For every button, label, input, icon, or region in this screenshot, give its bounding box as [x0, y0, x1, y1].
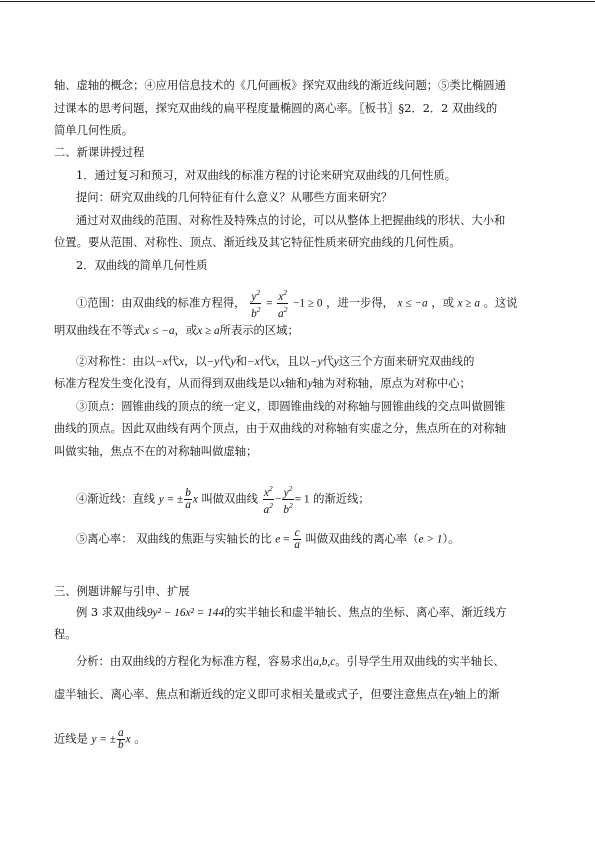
- analysis-line: 近线是 y = ± $\frac{a}{b}$ x 。: [54, 727, 146, 751]
- paragraph-line: 叫做实轴，焦点不在的对称轴叫做虚轴；: [54, 445, 258, 458]
- paragraph-line: 通过对双曲线的范围、对称性及特殊点的讨论，可以从整体上把握曲线的形状、大小和: [76, 214, 506, 227]
- header-rule: [0, 1, 595, 2]
- analysis-line: 虚半轴长、离心率、焦点和渐近线的定义即可求相关量或式子，但要注意焦点在y轴上的渐: [54, 688, 500, 701]
- range-line: 明双曲线在不等式x ≤ −a，或x ≥ a所表示的区域；: [54, 324, 299, 337]
- paragraph-line: 2．双曲线的简单几何性质: [76, 259, 208, 272]
- formula-fraction: $\frac{y^2}{b^2}$: [283, 484, 293, 516]
- asymptote-line: ④渐近线：直线 y = ± $\frac{b}{a}$ x 叫做双曲线 $\frac{x^2}{a^2}$ − $\frac{y^2}{b^2}$ = 1 的渐近线；: [76, 484, 370, 516]
- eccentricity-line: ⑤离心率： 双曲线的焦距与实轴长的比 e = $\frac{c}{a}$ 叫做双曲线的离心率（e > 1）。: [76, 527, 460, 551]
- section-heading: 二、新课讲授过程: [54, 146, 145, 159]
- paragraph-line: 轴、虚轴的概念；④应用信息技术的《几何画板》探究双曲线的渐近线问题；⑤类比椭圆通: [54, 79, 506, 92]
- symmetry-line: 标准方程发生变化没有，从而得到双曲线是以x轴和y轴为对称轴，原点为对称中心；: [54, 377, 471, 390]
- paragraph-line: 简单几何性质。: [54, 124, 134, 137]
- formula-fraction: $\frac{x^2}{a^2}$: [263, 484, 273, 516]
- formula-fraction: $\frac{b}{a}$: [185, 487, 191, 511]
- paragraph-line: 程。: [54, 628, 77, 641]
- formula-fraction: $\frac{x^2}{a^2}$: [278, 288, 288, 320]
- paragraph-line: 提问：研究双曲线的几何特征有什么意义？从哪些方面来研究？: [76, 191, 393, 204]
- formula-fraction: $\frac{c}{a}$: [294, 527, 300, 551]
- paragraph-line: 曲线的顶点。因此双曲线有两个顶点，由于双曲线的对称轴有实虚之分，焦点所在的对称轴: [54, 422, 506, 435]
- example-line: 例 3 求双曲线9y² − 16x² = 144的实半轴长和虚半轴长、焦点的坐标、离心率、渐近线方: [76, 606, 507, 619]
- paragraph-line: 1．通过复习和预习，对双曲线的标准方程的讨论来研究双曲线的几何性质。: [76, 169, 456, 182]
- formula-fraction: $\frac{y^2}{b^2}$: [251, 288, 261, 320]
- analysis-line: 分析：由双曲线的方程化为标准方程，容易求出a,b,c。引导学生用双曲线的实半轴长、: [76, 655, 505, 668]
- symmetry-line: ②对称性：由以−x代x，以−y代y和−x代x，且以−y代y这三个方面来研究双曲线的: [76, 355, 475, 368]
- section-heading: 三、例题讲解与引申、扩展: [54, 585, 190, 598]
- paragraph-line: 过课本的思考问题，探究双曲线的扁平程度量椭圆的离心率。〖板书〗§2．2．2 双曲线的: [54, 102, 498, 115]
- paragraph-line: 位置。要从范围、对称性、顶点、渐近线及其它特征性质来研究曲线的几何性质。: [54, 236, 461, 249]
- paragraph-line: ③顶点：圆锥曲线的顶点的统一定义，即圆锥曲线的对称轴与圆锥曲线的交点叫做圆锥: [76, 400, 506, 413]
- formula-fraction: $\frac{a}{b}$: [118, 727, 124, 751]
- range-line: ①范围：由双曲线的标准方程得， $\frac{y^2}{b^2}$ = $\frac{x^2}{a^2}$ −1 ≥ 0 ，进一步得， x ≤ −a ，或 x ≥ a 。这说: [76, 288, 518, 320]
